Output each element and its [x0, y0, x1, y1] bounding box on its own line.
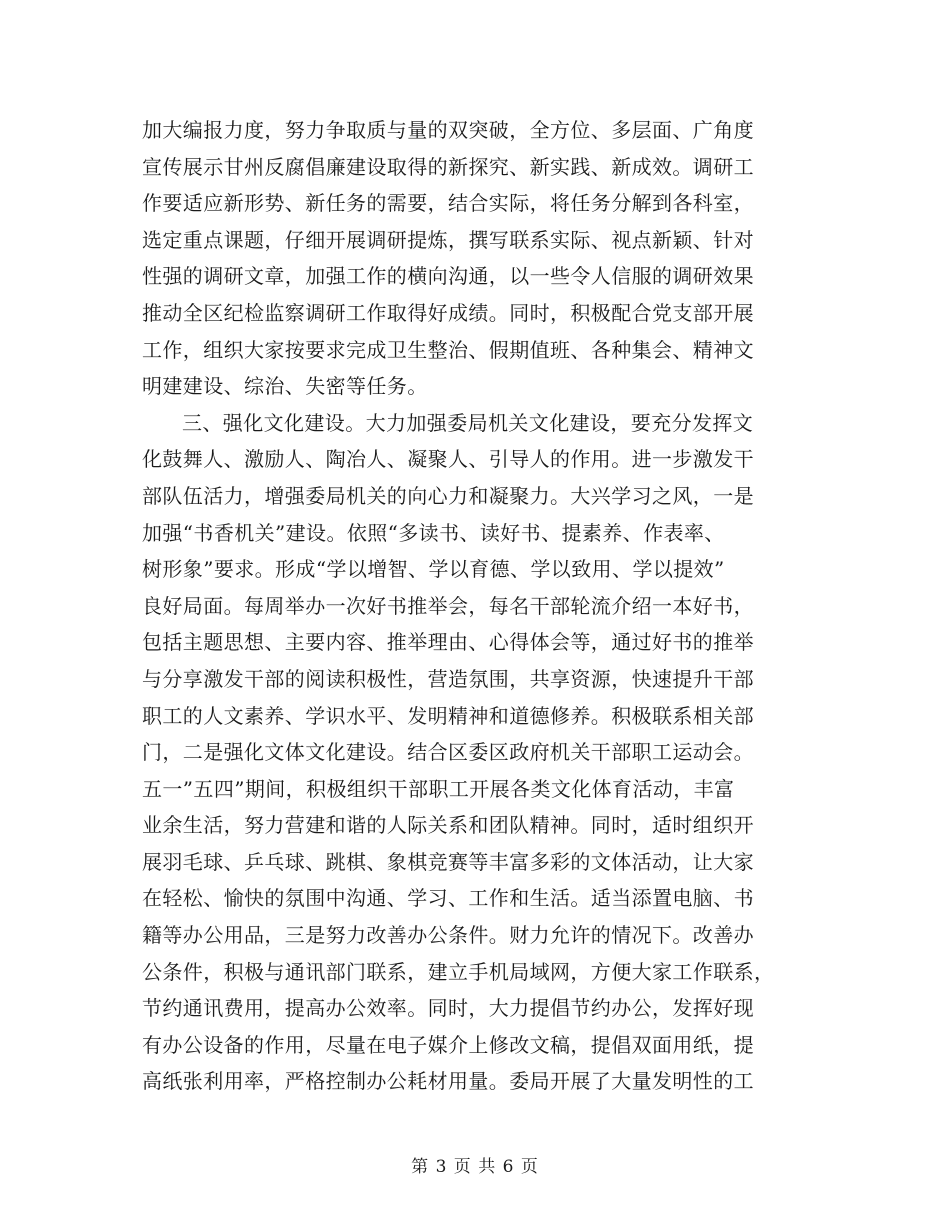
document-body	[142, 112, 802, 1100]
text-line: 节约通讯费用，提高办公效率。同时，大力提倡节约办公，发挥好现	[142, 996, 754, 1021]
text-line: 部队伍活力，增强委局机关的向心力和凝聚力。大兴学习之风，一是	[142, 483, 754, 508]
text-line: 高纸张利用率，严格控制办公耗材用量。委局开展了大量发明性的工	[142, 1069, 754, 1094]
text-line: 在轻松、愉快的氛围中沟通、学习、工作和生活。适当添置电脑、书	[142, 886, 754, 911]
text-line: 作要适应新形势、新任务的需要，结合实际，将任务分解到各科室，	[142, 191, 754, 216]
text-line: 选定重点课题，仔细开展调研提炼，撰写联系实际、视点新颖、针对	[142, 227, 754, 252]
text-line: 有办公设备的作用，尽量在电子媒介上修改文稿，提倡双面用纸，提	[142, 1032, 754, 1057]
text-line: 宣传展示甘州反腐倡廉建设取得的新探究、新实践、新成效。调研工	[142, 154, 754, 179]
text-line: 加大编报力度，努力争取质与量的双突破，全方位、多层面、广角度	[142, 118, 754, 142]
text-line: 门，二是强化文体文化建设。结合区委区政府机关干部职工运动会。	[142, 740, 754, 765]
text-line: 化鼓舞人、激励人、陶冶人、凝聚人、引导人的作用。进一步激发干	[142, 447, 754, 472]
text-line: 性强的调研文章，加强工作的横向沟通，以一些令人信服的调研效果	[142, 264, 754, 289]
text-line: 明建建设、综治、失密等任务。	[142, 374, 428, 399]
text-line: 与分享激发干部的阅读积极性，营造氛围，共享资源，快速提升干部	[142, 666, 754, 691]
text-line: 籍等办公用品，三是努力改善办公条件。财力允许的情况下。改善办	[142, 923, 754, 948]
text-line: 职工的人文素养、学识水平、发明精神和道德修养。积极联系相关部	[142, 703, 754, 728]
text-line: 推动全区纪检监察调研工作取得好成绩。同时，积极配合党支部开展	[142, 300, 754, 325]
text-line: 工作，组织大家按要求完成卫生整治、假期值班、各种集会、精神文	[142, 337, 754, 362]
text-line: 包括主题思想、主要内容、推举理由、心得体会等，通过好书的推举	[142, 630, 754, 655]
text-line: 展羽毛球、乒乓球、跳棋、象棋竞赛等丰富多彩的文体活动，让大家	[142, 849, 754, 874]
text-line: 公条件，积极与通讯部门联系，建立手机局域网，方便大家工作联系，	[142, 959, 775, 984]
page-number-footer: 第 3 页 共 6 页	[411, 1157, 539, 1177]
text-line: 五一”五四”期间，积极组织干部职工开展各类文化体育活动，丰富	[142, 776, 735, 801]
paragraph-start-line: 三、强化文化建设。大力加强委局机关文化建设，要充分发挥文	[182, 410, 754, 435]
text-line: 树形象”要求。形成“学以增智、学以育德、学以致用、学以提效”	[142, 557, 725, 582]
text-line: 良好局面。每周举办一次好书推举会，每名干部轮流介绍一本好书，	[142, 593, 754, 618]
text-line: 加强“书香机关”建设。依照“多读书、读好书、提素养、作表率、	[142, 520, 725, 545]
text-line: 业余生活，努力营建和谐的人际关系和团队精神。同时，适时组织开	[142, 813, 754, 838]
